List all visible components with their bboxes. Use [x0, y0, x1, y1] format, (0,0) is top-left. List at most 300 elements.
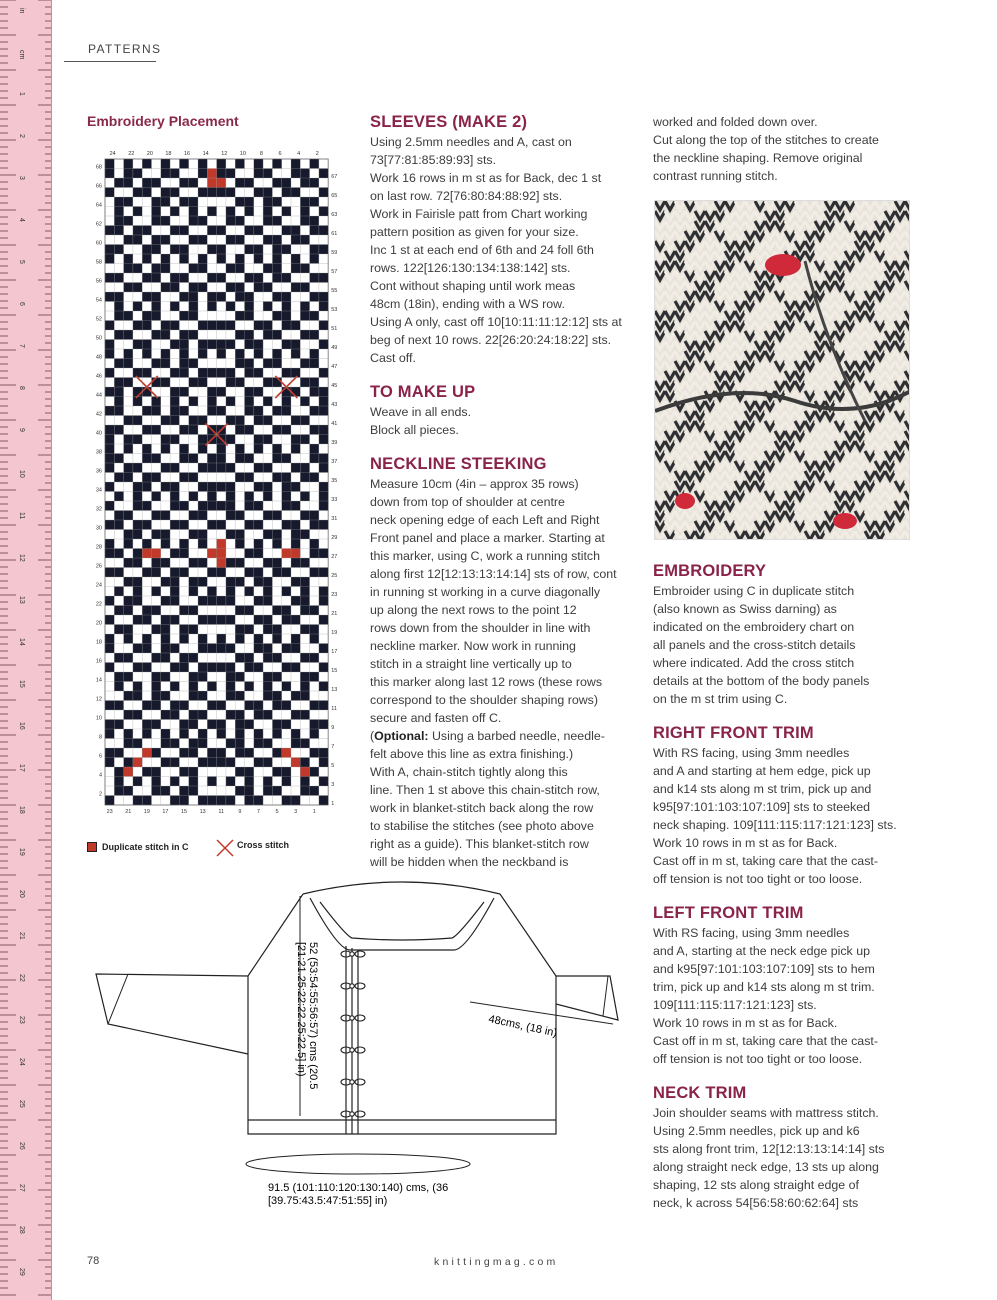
chart-stitch-dark	[198, 758, 207, 768]
chart-stitch-dark	[300, 169, 309, 179]
chart-stitch-dark	[310, 539, 319, 549]
chart-stitch-dark	[319, 397, 328, 407]
chart-stitch-dark	[300, 777, 309, 787]
site-url: knittingmag.com	[434, 1256, 559, 1268]
chart-stitch-dark	[114, 330, 123, 340]
text-line: Cast off.	[370, 351, 416, 365]
chart-left-number: 44	[95, 392, 102, 399]
chart-stitch-dark	[319, 169, 328, 179]
chart-stitch-dark	[152, 207, 161, 217]
chart-stitch-dark	[319, 758, 328, 768]
chart-stitch-dark	[319, 226, 328, 236]
ruler-label: 29	[18, 1268, 25, 1276]
chart-grid	[85, 145, 347, 829]
chart-stitch-dark	[291, 663, 300, 673]
chart-stitch-dark	[161, 349, 170, 359]
chart-right-number: 45	[331, 383, 338, 389]
chart-right-number: 57	[331, 269, 338, 275]
chart-stitch-dark	[198, 340, 207, 350]
chart-stitch-dark	[291, 368, 300, 378]
chart-stitch-dark	[114, 520, 123, 530]
chart-top-number: 14	[202, 151, 209, 157]
chart-right-number: 51	[331, 326, 338, 332]
chart-stitch-dark	[133, 530, 142, 540]
chart-stitch-dark	[189, 767, 198, 777]
text-line: line. Then 1 st above this chain-stitch row,	[370, 783, 600, 797]
chart-stitch-dark	[310, 273, 319, 283]
chart-stitch-dark	[189, 397, 198, 407]
chart-stitch-dark	[245, 587, 254, 597]
chart-stitch-dark	[170, 273, 179, 283]
chart-stitch-dark	[161, 283, 170, 293]
text-line: and k95[97:101:103:107:109] sts to hem	[653, 962, 875, 976]
chart-stitch-dark	[161, 691, 170, 701]
chart-stitch-dark	[170, 463, 179, 473]
chart-stitch-dark	[235, 720, 244, 730]
chart-stitch-dark	[161, 359, 170, 369]
chart-stitch-dark	[319, 549, 328, 559]
chart-stitch-dark	[319, 501, 328, 511]
chart-stitch-dark	[235, 359, 244, 369]
chart-stitch-dark	[272, 625, 281, 635]
chart-stitch-dark	[161, 169, 170, 179]
text-line: Measure 10cm (4in – approx 35 rows)	[370, 477, 579, 491]
chart-stitch-dark	[319, 520, 328, 530]
chart-stitch-dark	[189, 178, 198, 188]
chart-legend	[87, 838, 317, 864]
chart-stitch-dark	[105, 634, 114, 644]
chart-stitch-dark	[272, 311, 281, 321]
chart-stitch-dark	[152, 473, 161, 483]
chart-stitch-dark	[189, 748, 198, 758]
chart-stitch-dark	[263, 710, 272, 720]
chart-top-number: 4	[297, 151, 301, 157]
chart-stitch-dark	[170, 549, 179, 559]
chart-stitch-dark	[179, 625, 188, 635]
chart-stitch-dark	[189, 425, 198, 435]
chart-stitch-dark	[207, 587, 216, 597]
chart-stitch-dark	[105, 615, 114, 625]
chart-stitch-dark	[300, 691, 309, 701]
chart-stitch-dark	[124, 330, 133, 340]
chart-stitch-dark	[105, 482, 114, 492]
chart-stitch-dark	[226, 530, 235, 540]
chart-stitch-dark	[263, 530, 272, 540]
chart-left-number: 40	[95, 430, 102, 437]
neck-trim-text	[653, 1104, 915, 1212]
chart-stitch-dark	[189, 359, 198, 369]
chart-right-number: 11	[331, 706, 337, 712]
make-up-heading: TO MAKE UP	[370, 383, 476, 401]
left-front-trim-heading: LEFT FRONT TRIM	[653, 904, 804, 922]
chart-stitch-dark	[291, 615, 300, 625]
chart-stitch-dark	[189, 207, 198, 217]
chart-left-number: 24	[95, 582, 102, 589]
chart-stitch-dark	[198, 378, 207, 388]
chart-stitch-dark	[179, 340, 188, 350]
chart-stitch-dark	[310, 625, 319, 635]
chart-stitch-dark	[207, 501, 216, 511]
ruler-label: 27	[18, 1184, 25, 1192]
ruler-label: 2	[18, 134, 25, 138]
chart-stitch-dark	[300, 587, 309, 597]
chart-stitch-dark	[263, 216, 272, 226]
frog-knot	[350, 984, 354, 988]
chart-stitch-dark	[124, 359, 133, 369]
chart-stitch-dark	[142, 473, 151, 483]
ruler-label: 15	[18, 680, 25, 688]
chart-stitch-dark	[300, 625, 309, 635]
chart-stitch-dark	[189, 625, 198, 635]
instructions-column-2-top	[653, 113, 915, 185]
chart-stitch-dark	[291, 596, 300, 606]
chart-stitch-dark	[235, 159, 244, 169]
text-line: where indicated. Add the cross stitch	[653, 656, 855, 670]
chart-stitch-dark	[189, 492, 198, 502]
chart-stitch-dark	[198, 435, 207, 445]
chart-stitch-dark	[245, 625, 254, 635]
chart-stitch-dark	[170, 596, 179, 606]
chart-stitch-dark	[142, 454, 151, 464]
chart-stitch-dark	[133, 663, 142, 673]
chart-stitch-dark	[114, 273, 123, 283]
chart-stitch-dark	[291, 644, 300, 654]
text-line: on the m st trim using C.	[653, 692, 788, 706]
chart-stitch-dark	[152, 587, 161, 597]
chart-stitch-dark	[217, 568, 226, 578]
chart-stitch-dark	[319, 748, 328, 758]
chart-stitch-dark	[254, 634, 263, 644]
chart-stitch-dark	[319, 701, 328, 711]
chart-bottom-number: 17	[162, 809, 169, 815]
chart-bottom-number: 13	[199, 809, 206, 815]
chart-stitch-dark	[254, 663, 263, 673]
chart-stitch-dark	[217, 748, 226, 758]
chart-stitch-dark	[198, 530, 207, 540]
chart-stitch-dark	[114, 197, 123, 207]
chart-stitch-dark	[217, 254, 226, 264]
chart-stitch-dark	[263, 786, 272, 796]
text-line: off tension is not too tight or too loose.	[653, 1052, 863, 1066]
chart-stitch-dark	[272, 672, 281, 682]
chart-stitch-dark	[114, 292, 123, 302]
chart-stitch-dark	[310, 197, 319, 207]
chart-stitch-dark	[179, 454, 188, 464]
chart-stitch-dark	[235, 625, 244, 635]
chart-stitch-dark	[133, 302, 142, 312]
right-front-trim-heading: RIGHT FRONT TRIM	[653, 724, 814, 742]
neck-trim-heading: NECK TRIM	[653, 1084, 747, 1102]
chart-stitch-dark	[272, 349, 281, 359]
chart-stitch-dark	[217, 501, 226, 511]
text-line: Using 2.5mm needles and A, cast on	[370, 135, 572, 149]
chart-stitch-dark	[170, 435, 179, 445]
chart-stitch-dark	[105, 254, 114, 264]
text-line: Using A only, cast off 10[10:11:11:12:12] sts at	[370, 315, 622, 329]
chart-stitch-dark	[114, 245, 123, 255]
chart-stitch-dark	[152, 235, 161, 245]
chart-stitch-dark	[226, 482, 235, 492]
chart-right-number: 21	[331, 611, 338, 617]
chart-stitch-dark	[226, 501, 235, 511]
chart-stitch-dark	[105, 425, 114, 435]
chart-stitch-dark	[300, 264, 309, 274]
text-line: felt above this line as extra finishing.)	[370, 747, 574, 761]
chart-left-number: 4	[98, 772, 102, 779]
chart-stitch-dark	[152, 359, 161, 369]
chart-stitch-dark	[142, 701, 151, 711]
chart-stitch-dark	[161, 615, 170, 625]
chart-stitch-dark	[282, 663, 291, 673]
chart-stitch-dark	[282, 302, 291, 312]
chart-stitch-dark	[179, 729, 188, 739]
text-line: worked and folded down over.	[653, 115, 818, 129]
measuring-ruler	[0, 0, 52, 1300]
chart-stitch-dark	[133, 207, 142, 217]
chart-stitch-dark	[179, 330, 188, 340]
chart-stitch-dark	[133, 368, 142, 378]
chart-stitch-dark	[170, 302, 179, 312]
ruler-label: 21	[18, 932, 25, 940]
chart-stitch-dark	[189, 216, 198, 226]
text-line: the neckline shaping. Remove original	[653, 151, 863, 165]
text-line: Using 2.5mm needles, pick up and k6	[653, 1124, 860, 1138]
embroidery-heading: EMBROIDERY	[653, 562, 767, 580]
chart-stitch-dark	[226, 302, 235, 312]
chart-left-number: 18	[95, 639, 102, 646]
chart-stitch-dark	[142, 188, 151, 198]
chart-stitch-dark	[226, 492, 235, 502]
chart-stitch-dark	[310, 454, 319, 464]
chart-stitch-dark	[124, 625, 133, 635]
text-line: along first 12[12:13:13:14:14] sts of row, cont	[370, 567, 617, 581]
chart-stitch-dark	[124, 634, 133, 644]
chart-stitch-dark	[263, 463, 272, 473]
chart-stitch-dark	[282, 777, 291, 787]
frog-loop	[355, 983, 365, 989]
length-label-2: [21:21.25:22:22.25:22.5] in)	[295, 942, 307, 1077]
text-line: neck, k across 54[56:58:60:62:64] sts	[653, 1196, 859, 1210]
chart-stitch-dark	[291, 435, 300, 445]
chart-stitch-dark	[152, 558, 161, 568]
text-line: neck shaping. 109[111:115:117:121:123] sts.	[653, 818, 897, 832]
chart-stitch-dark	[310, 226, 319, 236]
chart-stitch-dark	[310, 444, 319, 454]
chart-stitch-dark	[282, 397, 291, 407]
chart-stitch-dark	[198, 577, 207, 587]
chart-stitch-dark	[245, 606, 254, 616]
chart-stitch-dark	[207, 273, 216, 283]
chart-stitch-dark	[179, 368, 188, 378]
chart-stitch-dark	[272, 786, 281, 796]
chart-stitch-dark	[272, 530, 281, 540]
chart-stitch-dark	[245, 796, 254, 806]
chart-stitch-dark	[226, 777, 235, 787]
chart-stitch-dark	[161, 330, 170, 340]
chart-stitch-accent	[142, 748, 151, 758]
chart-stitch-dark	[124, 691, 133, 701]
body-outline	[248, 976, 559, 1134]
chart-right-number: 43	[331, 402, 338, 408]
chart-stitch-dark	[282, 311, 291, 321]
chart-stitch-dark	[254, 644, 263, 654]
chart-stitch-dark	[217, 406, 226, 416]
chart-stitch-dark	[245, 748, 254, 758]
chart-stitch-dark	[319, 292, 328, 302]
chart-stitch-dark	[245, 368, 254, 378]
chart-stitch-dark	[291, 188, 300, 198]
chart-stitch-dark	[179, 273, 188, 283]
chart-stitch-dark	[245, 387, 254, 397]
chart-left-number: 52	[95, 316, 102, 323]
chart-stitch-dark	[179, 653, 188, 663]
chart-stitch-dark	[189, 558, 198, 568]
chart-stitch-dark	[263, 682, 272, 692]
chart-stitch-dark	[226, 283, 235, 293]
chart-stitch-dark	[254, 406, 263, 416]
text-line: along straight neck edge, 13 sts up along	[653, 1160, 879, 1174]
chart-stitch-dark	[245, 330, 254, 340]
chart-stitch-dark	[198, 235, 207, 245]
chart-stitch-dark	[133, 796, 142, 806]
chart-stitch-dark	[235, 786, 244, 796]
chart-stitch-dark	[300, 207, 309, 217]
chart-top-number: 12	[221, 151, 228, 157]
chart-stitch-dark	[235, 454, 244, 464]
chart-stitch-dark	[189, 454, 198, 464]
chart-stitch-dark	[207, 796, 216, 806]
chart-stitch-dark	[235, 197, 244, 207]
chart-stitch-dark	[105, 748, 114, 758]
chart-stitch-dark	[105, 321, 114, 331]
chart-stitch-dark	[272, 197, 281, 207]
chart-stitch-dark	[207, 292, 216, 302]
chart-stitch-dark	[319, 682, 328, 692]
chart-stitch-dark	[142, 368, 151, 378]
chart-right-number: 61	[331, 231, 338, 237]
chart-left-number: 62	[95, 221, 102, 228]
chart-stitch-dark	[170, 796, 179, 806]
chart-stitch-dark	[105, 454, 114, 464]
chart-stitch-dark	[254, 739, 263, 749]
chart-stitch-dark	[263, 492, 272, 502]
chart-stitch-dark	[105, 245, 114, 255]
chart-stitch-dark	[310, 254, 319, 264]
chart-stitch-dark	[245, 682, 254, 692]
chart-stitch-dark	[217, 245, 226, 255]
chart-stitch-dark	[142, 444, 151, 454]
chart-stitch-dark	[217, 644, 226, 654]
chart-stitch-dark	[152, 292, 161, 302]
chart-stitch-dark	[161, 786, 170, 796]
chart-stitch-dark	[142, 226, 151, 236]
chart-stitch-dark	[300, 492, 309, 502]
chart-stitch-dark	[291, 226, 300, 236]
chart-stitch-dark	[300, 216, 309, 226]
chart-stitch-dark	[291, 577, 300, 587]
chart-stitch-dark	[105, 539, 114, 549]
chart-stitch-dark	[133, 387, 142, 397]
chart-stitch-dark	[170, 368, 179, 378]
frog-knot	[350, 1048, 354, 1052]
chart-right-number: 7	[331, 744, 335, 750]
chart-stitch-dark	[272, 691, 281, 701]
chart-stitch-dark	[245, 653, 254, 663]
chart-stitch-dark	[179, 663, 188, 673]
chart-stitch-dark	[282, 321, 291, 331]
legend-cross-label: Cross stitch	[237, 840, 290, 850]
chart-stitch-dark	[170, 169, 179, 179]
chart-stitch-dark	[282, 273, 291, 283]
chart-stitch-dark	[133, 188, 142, 198]
chart-right-number: 49	[331, 345, 338, 351]
chart-stitch-dark	[282, 406, 291, 416]
text-line: right as a guide). This blanket-stitch row	[370, 837, 589, 851]
chart-stitch-dark	[133, 558, 142, 568]
chart-stitch-dark	[226, 577, 235, 587]
chart-stitch-dark	[254, 758, 263, 768]
chart-stitch-dark	[300, 606, 309, 616]
sleeve-label: 48cms, (18 in)	[487, 1013, 559, 1040]
chart-stitch-dark	[170, 587, 179, 597]
chart-stitch-dark	[124, 178, 133, 188]
chart-stitch-dark	[319, 340, 328, 350]
chart-stitch-dark	[291, 283, 300, 293]
chart-stitch-dark	[282, 501, 291, 511]
chart-stitch-dark	[254, 273, 263, 283]
chart-stitch-dark	[189, 292, 198, 302]
chart-stitch-dark	[226, 264, 235, 274]
chart-stitch-dark	[179, 549, 188, 559]
chart-stitch-dark	[142, 720, 151, 730]
chart-left-number: 26	[95, 563, 102, 570]
chart-stitch-dark	[226, 397, 235, 407]
chart-stitch-dark	[300, 463, 309, 473]
chart-stitch-dark	[170, 501, 179, 511]
chart-left-number: 50	[95, 335, 102, 342]
chart-stitch-dark	[207, 701, 216, 711]
frog-loop	[355, 1111, 365, 1117]
chart-stitch-dark	[226, 558, 235, 568]
chart-stitch-dark	[235, 178, 244, 188]
chart-stitch-accent	[133, 758, 142, 768]
chart-stitch-dark	[263, 615, 272, 625]
chart-stitch-dark	[142, 178, 151, 188]
chart-stitch-dark	[198, 368, 207, 378]
chart-right-number: 67	[331, 174, 338, 180]
frog-knot	[350, 952, 354, 956]
chart-stitch-dark	[272, 359, 281, 369]
chart-stitch-dark	[226, 682, 235, 692]
chart-stitch-dark	[142, 425, 151, 435]
chart-stitch-dark	[114, 226, 123, 236]
neckline-heading: NECKLINE STEEKING	[370, 455, 547, 473]
chart-stitch-dark	[207, 596, 216, 606]
chart-stitch-dark	[152, 311, 161, 321]
chart-stitch-dark	[272, 539, 281, 549]
chart-stitch-dark	[272, 216, 281, 226]
chart-stitch-dark	[170, 245, 179, 255]
chart-stitch-dark	[170, 577, 179, 587]
chart-stitch-dark	[170, 663, 179, 673]
text-line: and k14 sts along m st trim, pick up and	[653, 782, 872, 796]
neck-back	[303, 882, 500, 894]
chart-stitch-dark	[254, 615, 263, 625]
text-line: neck opening edge of each Left and Right	[370, 513, 600, 527]
chart-stitch-dark	[217, 463, 226, 473]
chart-stitch-dark	[124, 283, 133, 293]
chart-stitch-dark	[179, 786, 188, 796]
